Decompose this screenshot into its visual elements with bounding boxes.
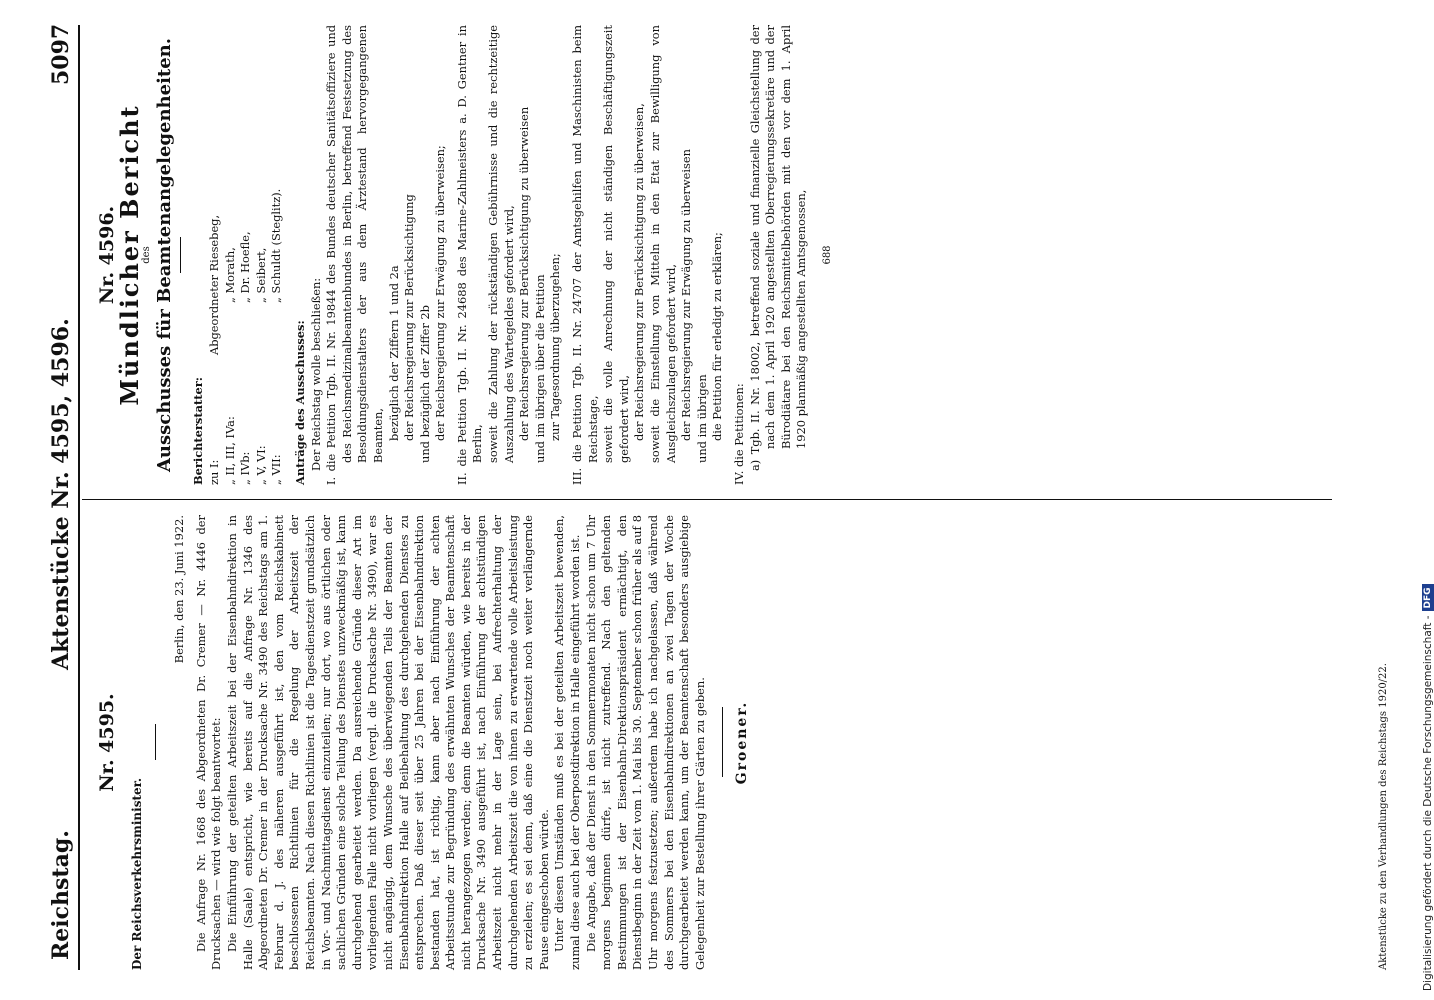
motion-item: der Reichsregierung zur Berücksichtigung zu überweisen [517,106,532,441]
dfg-logo: DFG [1422,584,1434,611]
motion-item: der Reichsregierung zur Berücksichtigung [402,194,417,441]
footer-text: Aktenstücke zu den Verhandlungen des Reichstags 1920/22. [1378,663,1389,970]
reporter-label: „ V, VI: [253,445,268,485]
signature: Groener. [734,700,751,785]
date-line: Berlin, den 23. Juni 1922. [172,515,187,664]
paragraph: Die Anfrage Nr. 1668 des Abgeordneten Dr. Cremer — Nr. 4446 der Drucksachen — wird wie folgt beantwortet: [193,515,224,970]
separator [155,725,156,761]
reporter-row [238,25,254,485]
left-column [96,515,751,970]
reporter-name: Abgeordneter Riesebeg, [206,214,221,355]
paragraph: Unter diesen Umständen muß es bei der geteilten Arbeitszeit bewenden, zumal diese auch bei der Oberpostdirektion in Halle eingeführt worden ist. [552,515,583,970]
header-center: Aktenstücke Nr. 4595, 4596. [48,318,74,670]
header-rule [78,25,80,970]
paragraph: Die Einführung der geteilten Arbeitszeit bei der Eisenbahndirektion in Halle (Saale) entspricht, wie bereits auf die Anfrage Nr. 1346 des Abgeordneten Dr. Cremer in der Drucksache Nr. 3490 des Reichstags am 1. Februar d. J. des näheren ausgeführt ist, den vom Reichskabinett beschlossenen Richtlinien für die Regelung der Arbeitszeit der Reichsbeamten. Nach diesen Richtlinien ist die Tagesdienstzeit grundsätzlich in Vor- und Nachmittagsdienst einzuteilen; nur dort, wo aus örtlichen oder sachlichen Gründen eine solche Teilung des Dienstes unzweckmäßig ist, kann durchgehend gearbeitet werden. Da ausreichende Gründe dieser Art im vorliegenden Falle nicht vorliegen (vergl. die Drucksache Nr. 3490), war es nicht angängig, dem Wunsche des überwiegenden Teils der Beamten der Eisenbahndirektion Halle auf Beibehaltung des durchgehenden Dienstes zu entsprechen. Daß dieser seit über 25 Jahren bei der Eisenbahndirektion bestanden hat, ist richtig, kann aber nach Einführung der achten Arbeitsstunde zur Begründung des erwähnten Wunsches der Beamtenschaft nicht herangezogen werden; denn die Beamten würden, wie bereits in der Drucksache Nr. 3490 ausgeführt ist, nach Einführung der achtstündigen Arbeitszeit nicht mehr in der Lage sein, bei Aufrechterhaltung der durchgehenden Arbeitszeit die von ihnen zu erwartende volle Arbeitsleistung zu erzielen; es sei denn, daß eine die Dienstzeit noch weiter verlängernde Pause eingeschoben würde. [224,515,551,970]
paragraph: Die Angabe, daß der Dienst in den Sommermonaten nicht schon um 7 Uhr morgens beginnen dürfe, ist nicht zutreffend. Nach den geltenden Bestimmungen ist der Eisenbahn-Direktionspräsident ermächtigt, den Dienstbeginn in der Zeit vom 1. Mai bis 30. September schon früher als auf 8 Uhr morgens festzusetzen; außerdem habe ich nachgelassen, daß während des Sommers bei den Eisenbahndirektionen an zwei Tagen der Woche durchgearbeitet werden kann, um der Beamtenschaft besonders ausgiebige Gelegenheit zur Bestellung ihrer Gärten zu geben. [583,515,707,970]
motion-item: und im übrigen über die Petition [532,274,547,463]
page-mark: 688 [821,245,833,265]
committee-title: Ausschusses für Beamtenangelegenheiten. [153,37,175,473]
reporter-row [207,25,223,485]
reporter-row [269,25,285,485]
page-number: 5097 [48,23,74,85]
reporter-name: „ Morath, [222,247,237,303]
motion-intro: Der Reichstag wolle beschließen: [308,277,323,471]
motion-item: und bezüglich der Ziffer 2b [417,305,432,463]
motion-item: und im übrigen [694,374,709,463]
motion-item: soweit die volle Anrechnung der nicht ständigen Beschäftigungszeit gefordert wird, [601,25,631,463]
header-left: Reichstag. [48,830,74,960]
motion-item: der Reichsregierung zur Berücksichtigung zu überweisen, [632,103,647,441]
motion-item: I. die Petition Tgb. II. Nr. 19844 des Bundes deutscher Sanitätsoffiziere und des Reichsmedizinalbeamtenbundes in Berlin, betreffend Festsetzung des Besoldungsdienstalters der aus dem Ärztestand hervorgegangenen Beamten, [324,25,385,485]
doc-number-4596: Nr. 4596. [96,205,118,305]
right-column [96,25,836,485]
separator [180,237,181,273]
motion-item: a) Tgb. II. Nr. 18002, betreffend soziale und finanzielle Gleichstellung der nach dem 1. April 1920 angestellten Oberregierungssekretäre und der Bürodiätare bei den Reichsmittelbehörden mit den vor dem 1. April 1920 planmäßig angestellten Amtsgenossen, [747,25,809,471]
motion-item: IV. die Petitionen: [731,383,746,485]
motions-heading: Anträge des Ausschusses: [292,320,307,485]
separator [722,708,723,778]
reporter-label: „ II, III, IVa: [222,416,237,485]
motion-item: soweit die Einstellung von Mitteln in den Etat zur Bewilligung von Ausgleichszulagen gefordert wird, [648,25,678,463]
reporter-label: „ IVb: [238,451,253,485]
report-title-des: des [141,246,153,264]
motion-item: zur Tagesordnung überzugehen; [548,253,563,441]
column-divider [82,499,1332,500]
reporter-name: „ Seibert, [253,247,268,303]
reporter-label: zu I: [206,459,221,485]
reporter-row [223,25,239,485]
motion-item: II. die Petition Tgb. II. Nr. 24688 des Marine-Zahlmeisters a. D. Gentner in Berlin, [454,25,485,485]
motion-item: der Reichsregierung zur Erwägung zu überweisen [679,149,694,441]
author-label: Der Reichsverkehrsminister. [129,777,144,970]
motion-item: bezüglich der Ziffern 1 und 2a [386,265,401,441]
doc-number-4595: Nr. 4595. [96,693,118,792]
motion-item: die Petition für erledigt zu erklären; [710,232,725,441]
credit-text: Digitalisierung gefördert durch die Deutsche Forschungsgemeinschaft - [1422,615,1434,991]
reporters-list [207,25,285,485]
motion-item: soweit die Zahlung der rückständigen Gebührnisse und die rechtzeitige Auszahlung des Wartegeldes gefordert wird, [486,25,516,463]
motion-item: III. die Petition Tgb. II. Nr. 24707 der Amtsgehilfen und Maschinisten beim Reichstage, [570,25,600,485]
reporters-heading: Berichterstatter: [191,377,206,485]
reporter-row [254,25,270,485]
reporter-name: „ Dr. Hoefle, [238,231,253,303]
report-title: Mündlicher Bericht [114,104,144,406]
motion-item: der Reichsregierung zur Erwägung zu überweisen; [433,145,448,441]
reporter-name: „ Schuldt (Steglitz). [269,188,284,303]
reporter-label: „ VII: [269,454,284,485]
